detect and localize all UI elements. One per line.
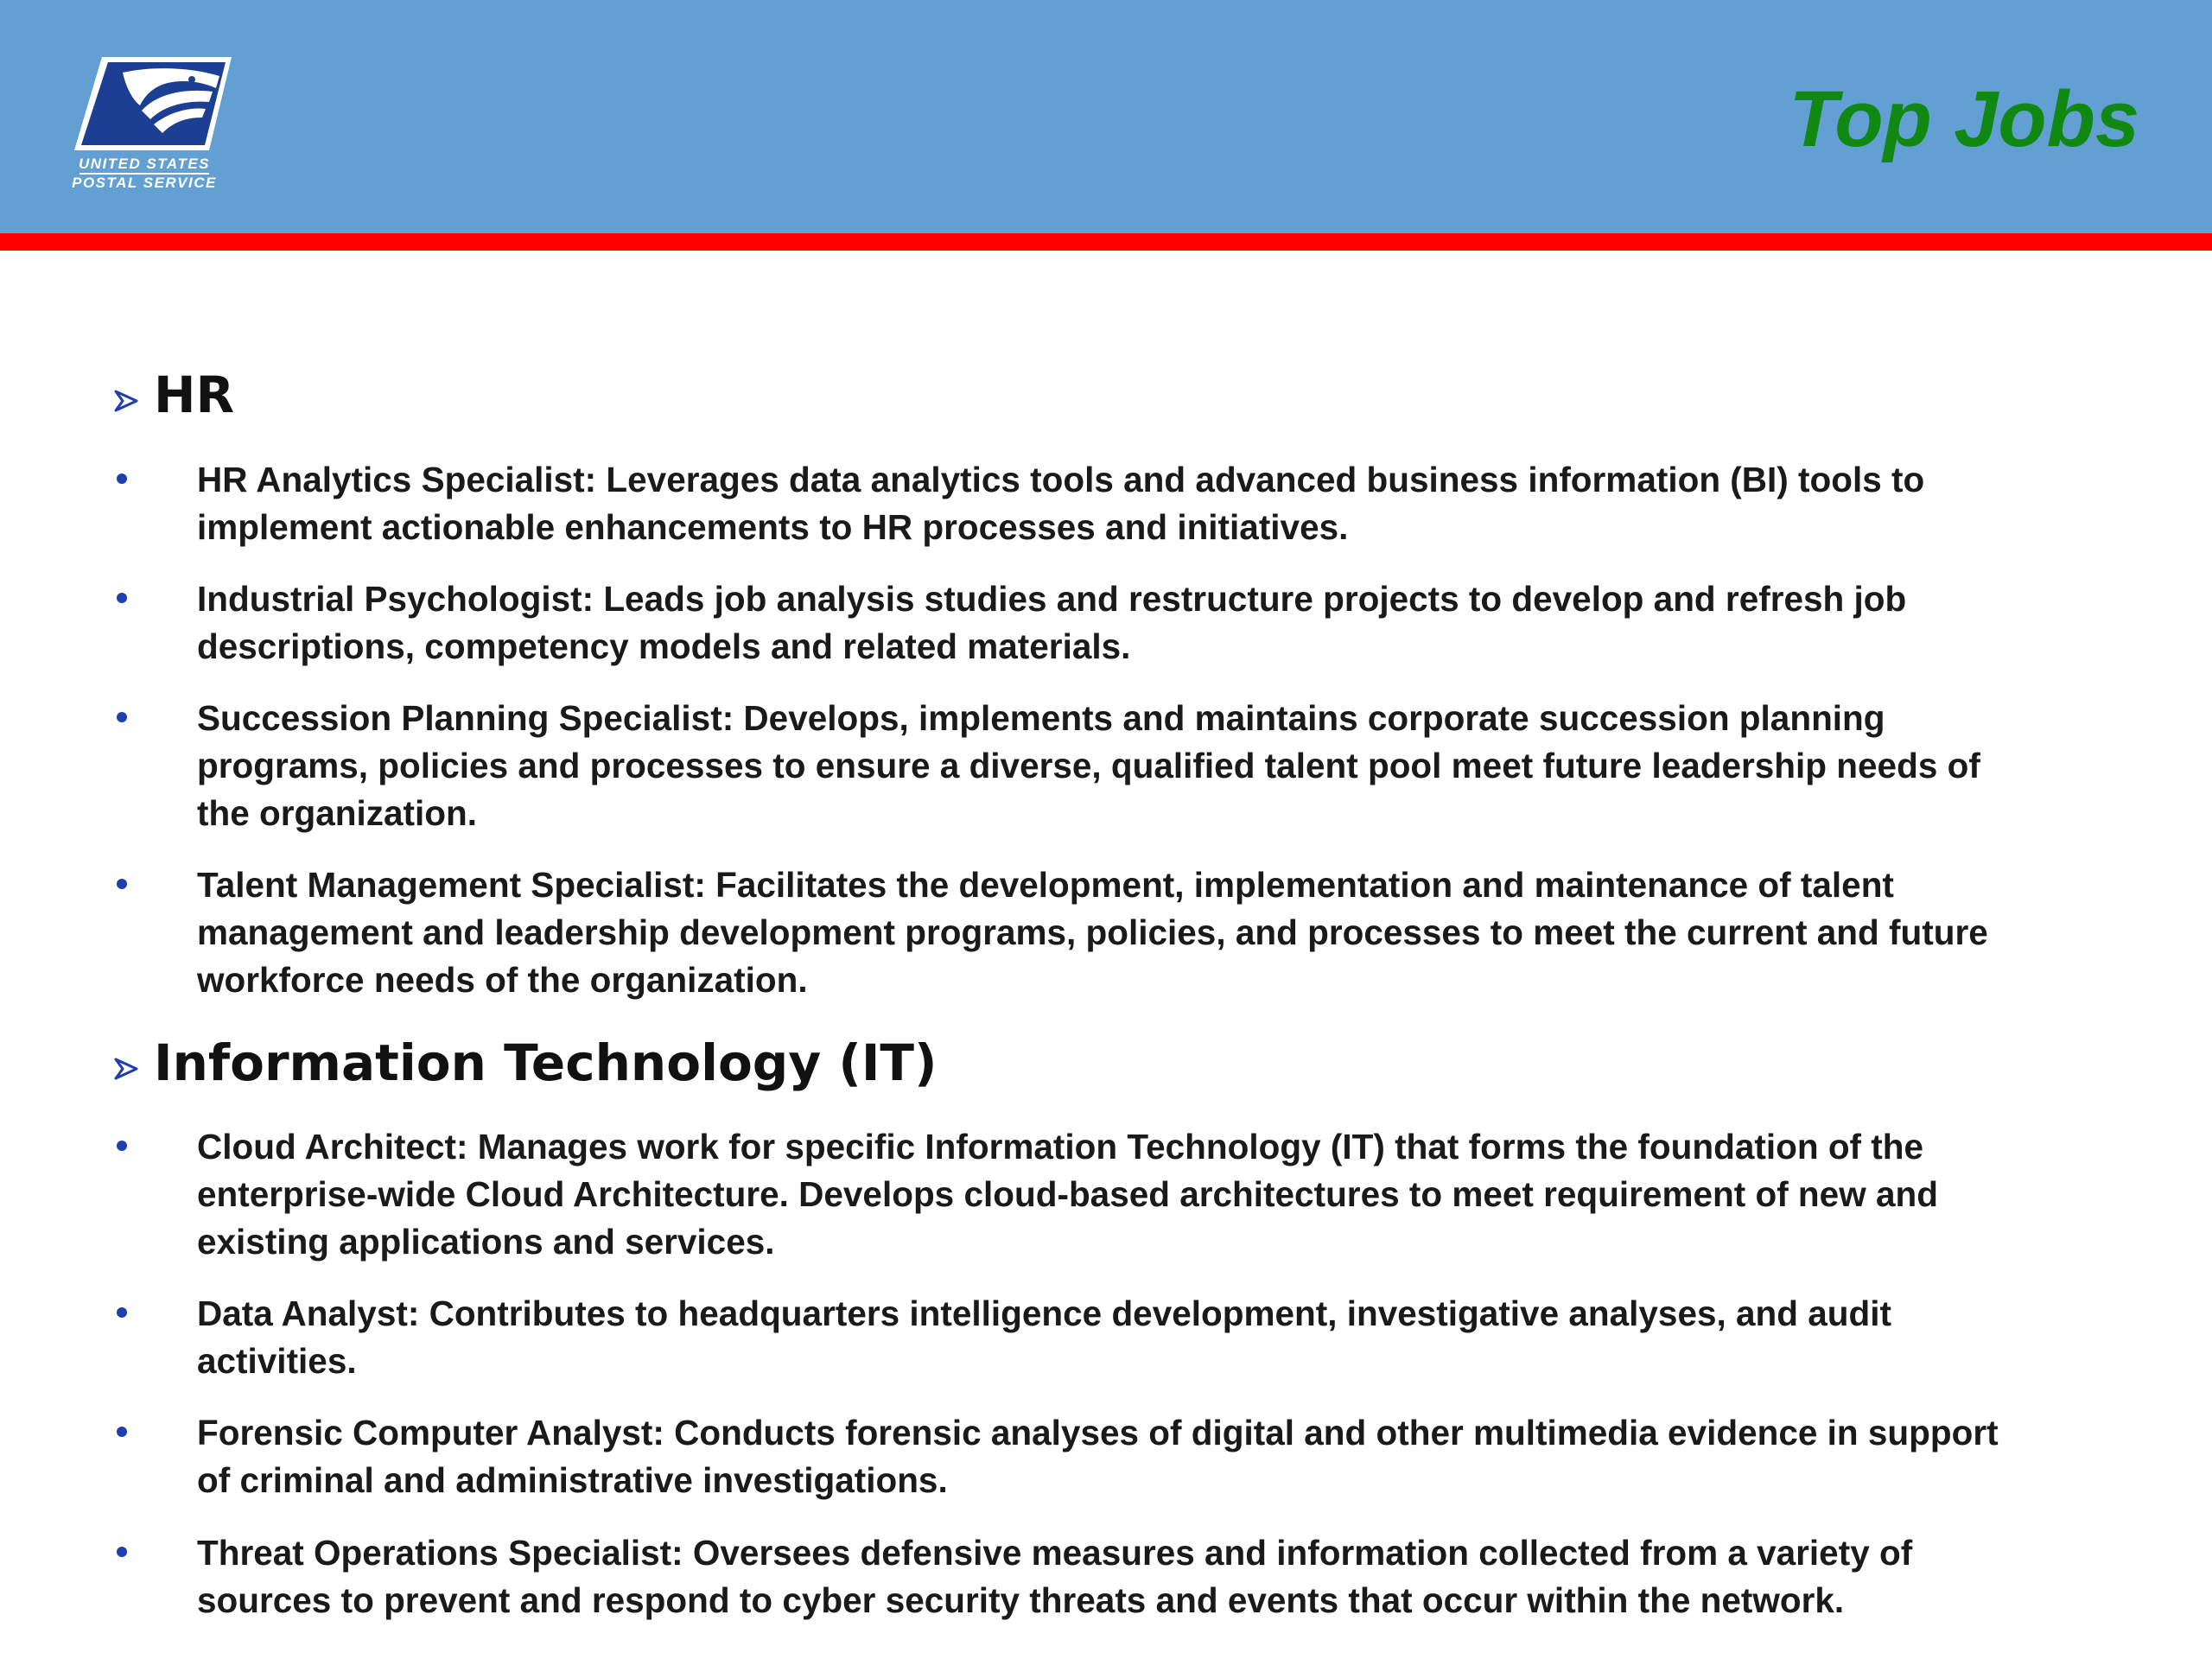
bullet-icon (117, 1547, 127, 1557)
section-heading-it (114, 1033, 937, 1093)
logo-line-2: POSTAL SERVICE (72, 175, 217, 191)
slide-header (0, 0, 2212, 233)
bullet-icon (117, 1427, 127, 1437)
logo-line-1: UNITED STATES (78, 156, 211, 172)
job-description: Industrial Psychologist: Leads job analysis studies and restructure projects to develop and refresh job descriptions, competency models and related materials. (197, 579, 1907, 666)
bullet-icon (117, 879, 127, 889)
bullet-icon (117, 712, 127, 722)
section-title: Information Technology (IT) (154, 1033, 938, 1092)
section-heading-hr (114, 365, 234, 425)
page-title: Top Jobs (1789, 75, 2139, 163)
job-description: Talent Management Specialist: Facilitates the development, implementation and maintenance of talent management and leadership development programs, policies, and processes to meet the current and future workforce needs of the organization. (197, 865, 1988, 1000)
usps-eagle-logo (71, 54, 235, 200)
arrow-bullet-icon (114, 1056, 138, 1082)
arrow-bullet-icon (114, 388, 138, 414)
job-description: Forensic Computer Analyst: Conducts forensic analyses of digital and other multimedia evidence in support of criminal and administrative investigations. (197, 1413, 1999, 1500)
bullet-icon (117, 474, 127, 484)
bullet-icon (117, 593, 127, 603)
bullet-icon (117, 1307, 127, 1318)
bullet-icon (117, 1141, 127, 1151)
job-description: Cloud Architect: Manages work for specific Information Technology (IT) that forms the foundation of the enterprise-wide Cloud Architecture. Develops cloud-based architectures to meet requirement of new and existing applications and services. (197, 1127, 1938, 1262)
job-description: Succession Planning Specialist: Develops, implements and maintains corporate succession planning programs, policies and processes to ensure a diverse, qualified talent pool meet future leadership needs of the organization. (197, 698, 1980, 833)
eagle-icon (71, 54, 235, 156)
job-description: Threat Operations Specialist: Oversees defensive measures and information collected from a variety of sources to prevent and respond to cyber security threats and events that occur within the network. (197, 1533, 1913, 1620)
section-title: HR (154, 365, 235, 424)
job-description: HR Analytics Specialist: Leverages data analytics tools and advanced business information (BI) tools to implement actionable enhancements to HR processes and initiatives. (197, 460, 1925, 547)
header-divider (0, 233, 2212, 251)
job-description: Data Analyst: Contributes to headquarters intelligence development, investigative analyses, and audit activities. (197, 1294, 1891, 1381)
